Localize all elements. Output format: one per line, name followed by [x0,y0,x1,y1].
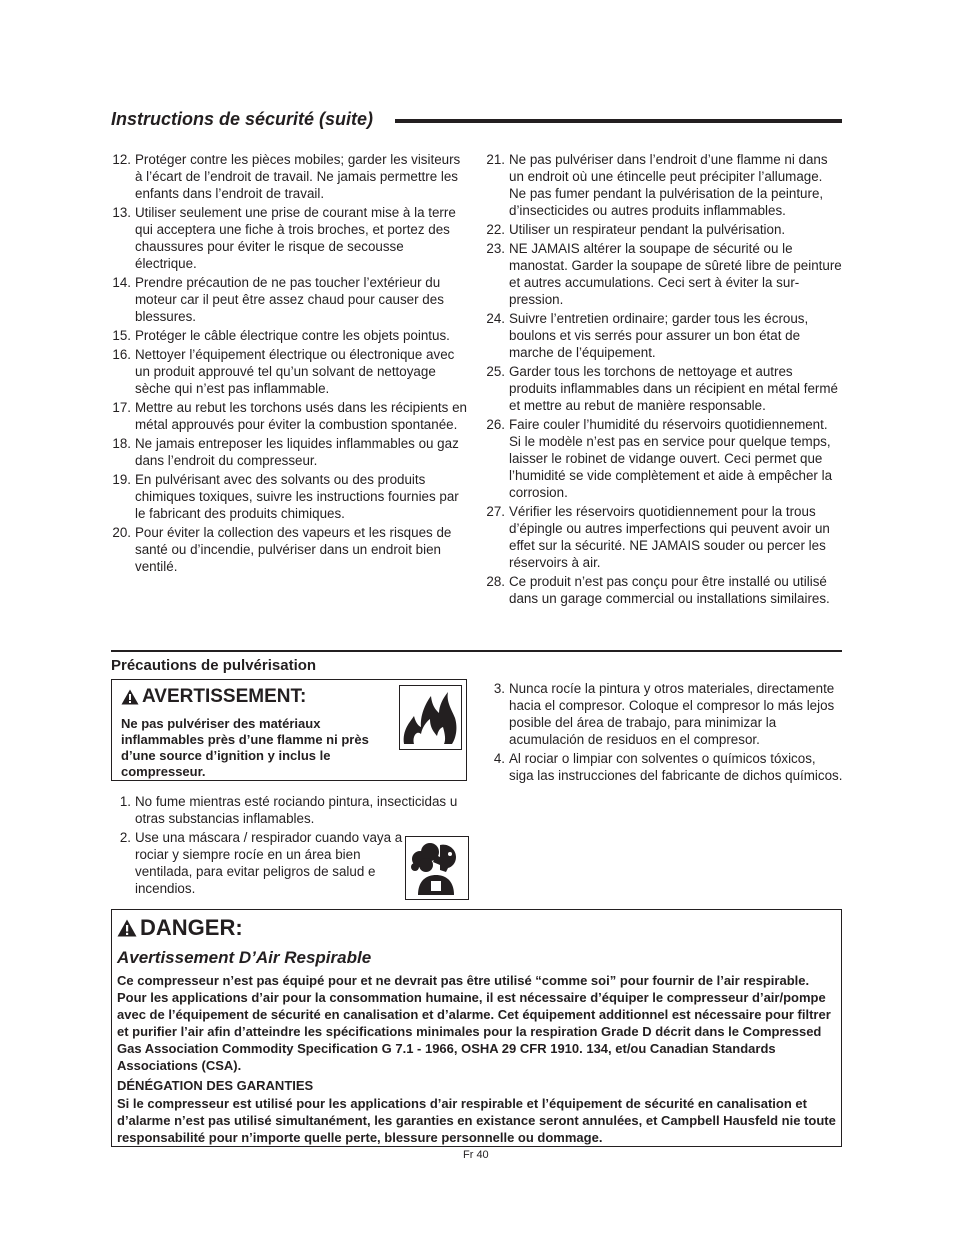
list-item [111,471,469,522]
item-number: 13. [112,205,131,220]
list-item [485,240,843,308]
list-item [485,750,843,784]
item-text: Mettre au rebut les torchons usés dans les récipients en métal approuvés pour éviter la combustion spontanée. [135,400,467,432]
list-item [485,363,843,414]
item-text: NE JAMAIS altérer la soupape de sécurité ou le manostat. Garder la soupape de sûreté libre de peinture et autres accumulations. Ceci sert à éviter la sur-pression. [509,241,842,307]
warning-heading [121,686,306,708]
list-item [485,221,843,238]
list-item [111,793,469,827]
item-number: 1. [119,794,131,809]
warning-triangle-icon [117,919,137,937]
item-number: 16. [112,347,131,362]
list-item [111,524,469,575]
list-item [485,416,843,501]
item-text: No fume mientras esté rociando pintura, insecticidas u otras substancias inflamables. [135,794,458,826]
item-number: 21. [486,152,505,167]
item-number: 20. [112,525,131,540]
item-number: 25. [486,364,505,379]
danger-text: Ce compresseur n’est pas équipé pour et ne devrait pas être utilisé “comme soi” pour fournir de l’air respirable. Pour les applications d’air pour la consommation humaine, il est nécessaire d’équiper le compresseur d’air/pompe avec de l’équipement de sécurité en canalisation et d’alarme. Cet équipement additionnel est nécessaire pour filtrer et purifier l’air afin d’atteindre les spécifications minimales pour la respiration Grade D décrit dans le Compressed Gas Association Commodity Specification G 7.1 - 1966, OSHA 29 CFR 1910. 134, et/ou Canadian Standards Associations (CSA). [117,973,831,1073]
list-item [111,327,469,344]
item-text: Garder tous les torchons de nettoyage et autres produits inflammables dans un récipient en métal fermé et mettre au rebut de manière responsable. [509,364,838,413]
item-text: Utiliser un respirateur pendant la pulvérisation. [509,222,786,237]
list-item [485,573,843,607]
list-item [111,151,469,202]
warning-triangle-icon [121,689,139,705]
item-number: 3. [493,681,505,696]
item-number: 4. [493,751,505,766]
item-text: Suivre l’entretien ordinaire; garder tous les écrous, boulons et vis serrés pour assurer un bon état de marche de l’équipement. [509,311,809,360]
list-item [111,204,469,272]
item-number: 22. [486,222,505,237]
warning-heading-text: AVERTISSEMENT: [142,686,307,707]
danger-box [111,909,842,1147]
danger-heading [117,915,243,941]
list-item [111,435,469,469]
list-item [485,503,843,571]
warning-box [111,679,467,781]
page-title: Instructions de sécurité (suite) [111,109,374,129]
disclaimer-title: DÉNÉGATION DES GARANTIES [117,1078,314,1093]
list-item [111,399,469,433]
item-number: 23. [486,241,505,256]
item-text: En pulvérisant avec des solvants ou des produits chimiques toxiques, suivre les instructions fournies par le fabricant des produits chimiques. [135,472,459,521]
item-text: Ne pas pulvériser dans l’endroit d’une flamme ni dans un endroit où une étincelle peut précipiter l’allumage. Ne pas fumer pendant la pulvérisation de la peinture, d’insecticides ou autres produits inflammables. [509,152,828,218]
precautions-list-right [485,680,843,786]
section-rule [111,650,842,652]
item-number: 28. [486,574,505,589]
item-text: Faire couler l’humidité du réservoirs quotidiennement. Si le modèle n’est pas en service pour quelque temps, laisser le robinet de vidange ouvert. Ceci permet que l’humidité se vide complètement et aide à empêcher la corrosion. [509,417,833,500]
safety-list-left [111,151,469,577]
warning-text: Ne pas pulvériser des matériaux inflammables près d’une flamme ni près d’une source d’ignition y inclus le compresseur. [121,716,369,779]
title-rule [395,119,842,123]
list-item [485,151,843,219]
respirator-icon [405,836,469,900]
item-number: 15. [112,328,131,343]
danger-subtitle: Avertissement D’Air Respirable [117,948,372,967]
item-number: 24. [486,311,505,326]
item-text: Protéger le câble électrique contre les objets pointus. [135,328,450,343]
list-item [485,310,843,361]
item-text: Ce produit n’est pas conçu pour être installé ou utilisé dans un garage commercial ou installations similaires. [509,574,830,606]
safety-list-right [485,151,843,609]
item-text: Nettoyer l’équipement électrique ou électronique avec un produit approuvé tel qu’un solvant de nettoyage sèche qui n’est pas inflammable. [135,347,455,396]
flame-icon [399,685,462,750]
item-number: 2. [119,830,131,845]
item-number: 12. [112,152,131,167]
item-number: 17. [112,400,131,415]
item-text: Al rociar o limpiar con solventes o químicos tóxicos, siga las instrucciones del fabricante de dichos químicos. [509,751,843,783]
list-item [111,274,469,325]
item-text: Protéger contre les pièces mobiles; garder les visiteurs à l’écart de l’endroit de travail. Ne jamais permettre les enfants dans l’endroit de travail. [135,152,461,201]
item-number: 14. [112,275,131,290]
danger-heading-text: DANGER: [140,915,243,940]
disclaimer-text: Si le compresseur est utilisé pour les applications d’air respirable et l’équipement de sécurité en canalisation et d’alarme n’est pas utilisé simultanément, les garanties en existance seront annulées, et Campbell Hausfeld nie toute responsabilité pour n’importe quelle perte, blessure personnelle ou dommage. [117,1096,836,1145]
item-number: 19. [112,472,131,487]
item-number: 26. [486,417,505,432]
item-text: Use una máscara / respirador cuando vaya a rociar y siempre rocíe en un área bien ventilada, para evitar peligros de salud e incendios. [135,830,403,896]
item-number: 18. [112,436,131,451]
section-title: Précautions de pulvérisation [111,657,317,674]
item-text: Prendre précaution de ne pas toucher l’extérieur du moteur car il peut être assez chaud pour causer des blessures. [135,275,444,324]
page-number: Fr 40 [463,1149,489,1161]
item-text: Utiliser seulement une prise de courant mise à la terre qui acceptera une fiche à trois broches, et portez des chaussures pour éviter le risque de secousse électrique. [135,205,456,271]
item-text: Vérifier les réservoirs quotidiennement pour la trous d’épingle ou autres imperfections qui peuvent avoir un effet sur la sécurité. NE JAMAIS souder ou percer les réservoirs à air. [509,504,830,570]
item-text: Nunca rocíe la pintura y otros materiales, directamente hacia el compresor. Coloque el compresor lo más lejos posible del área de trabajo, para minimizar la acumulación de residuos en el compresor. [509,681,835,747]
item-text: Ne jamais entreposer les liquides inflammables ou gaz dans l’endroit du compresseur. [135,436,459,468]
item-text: Pour éviter la collection des vapeurs et les risques de santé ou d’incendie, pulvériser dans un endroit bien ventilé. [135,525,452,574]
list-item [485,680,843,748]
item-number: 27. [486,504,505,519]
list-item [111,346,469,397]
